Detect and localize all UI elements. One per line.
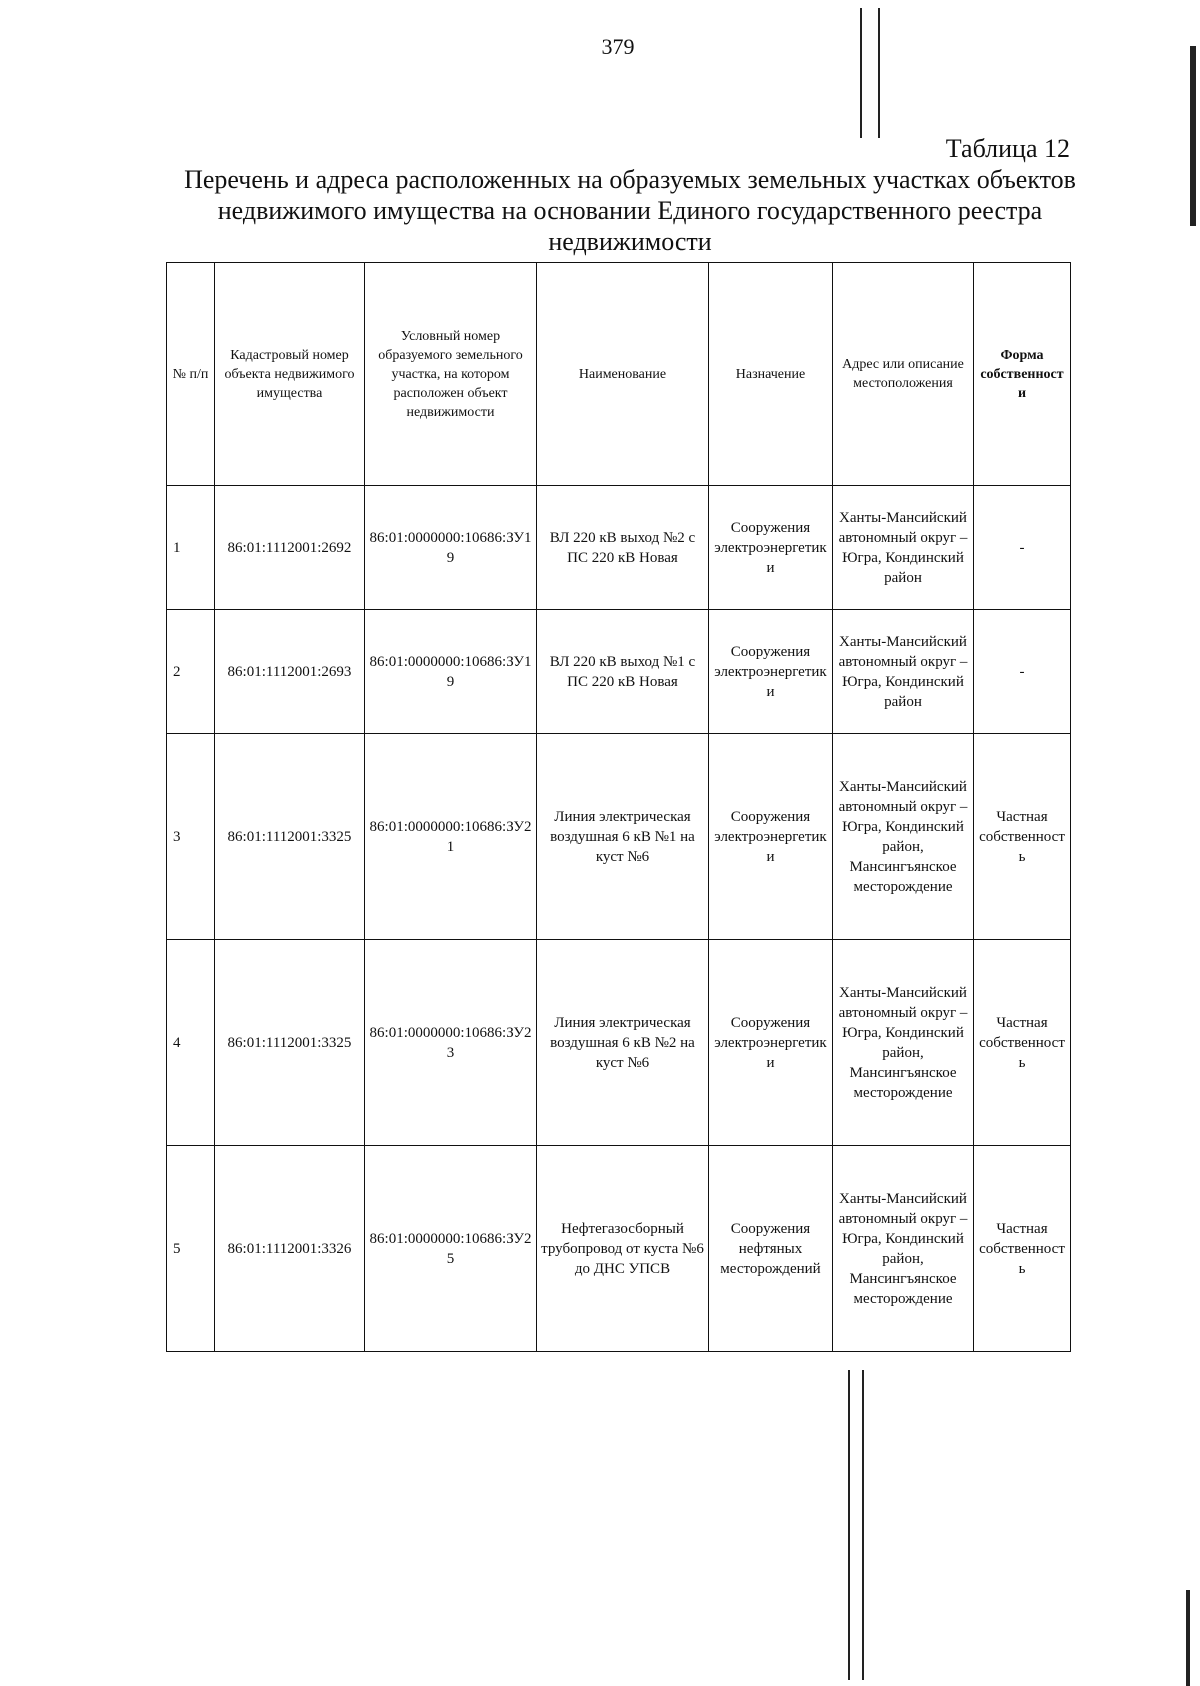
object-address: Ханты-Мансийский автономный округ – Югра, Кондинский район — [833, 486, 974, 610]
scan-edge-mark — [1190, 46, 1196, 226]
object-purpose: Сооружения электроэнергетики — [709, 610, 833, 734]
scan-edge-mark — [1186, 1590, 1190, 1686]
cadastral-number: 86:01:1112001:2693 — [215, 610, 365, 734]
cadastral-number: 86:01:1112001:3326 — [215, 1146, 365, 1352]
scan-edge-mark — [878, 8, 880, 138]
table-row — [167, 940, 1071, 1146]
object-purpose: Сооружения нефтяных месторождений — [709, 1146, 833, 1352]
ownership-form: Частная собственность — [974, 734, 1071, 940]
object-name: Линия электрическая воздушная 6 кВ №2 на куст №6 — [537, 940, 709, 1146]
conditional-number: 86:01:0000000:10686:ЗУ23 — [365, 940, 537, 1146]
row-number: 1 — [167, 486, 215, 610]
object-name: ВЛ 220 кВ выход №1 с ПС 220 кВ Новая — [537, 610, 709, 734]
header-name: Наименование — [537, 263, 709, 486]
table-row — [167, 486, 1071, 610]
ownership-form: Частная собственность — [974, 940, 1071, 1146]
conditional-number: 86:01:0000000:10686:ЗУ21 — [365, 734, 537, 940]
row-number: 2 — [167, 610, 215, 734]
table-row — [167, 734, 1071, 940]
ownership-form: Частная собственность — [974, 1146, 1071, 1352]
ownership-form: - — [974, 610, 1071, 734]
conditional-number: 86:01:0000000:10686:ЗУ19 — [365, 486, 537, 610]
conditional-number: 86:01:0000000:10686:ЗУ19 — [365, 610, 537, 734]
header-conditional-number: Условный номер образуемого земельного участка, на котором расположен объект недвижимости — [365, 263, 537, 486]
object-purpose: Сооружения электроэнергетики — [709, 940, 833, 1146]
page-number: 379 — [601, 34, 635, 59]
table-row — [167, 610, 1071, 734]
cadastral-number: 86:01:1112001:2692 — [215, 486, 365, 610]
real-estate-table — [166, 262, 1071, 1352]
ownership-form: - — [974, 486, 1071, 610]
object-name: Линия электрическая воздушная 6 кВ №1 на куст №6 — [537, 734, 709, 940]
object-address: Ханты-Мансийский автономный округ – Югра, Кондинский район, Мансингъянское месторождение — [833, 1146, 974, 1352]
header-cadastral-number: Кадастровый номер объекта недвижимого имущества — [215, 263, 365, 486]
object-address: Ханты-Мансийский автономный округ – Югра, Кондинский район, Мансингъянское месторождение — [833, 734, 974, 940]
scan-edge-mark — [862, 1370, 864, 1680]
object-address: Ханты-Мансийский автономный округ – Югра, Кондинский район — [833, 610, 974, 734]
table-label: Таблица 12 — [945, 134, 1070, 163]
object-address: Ханты-Мансийский автономный округ – Югра, Кондинский район, Мансингъянское месторождение — [833, 940, 974, 1146]
cadastral-number: 86:01:1112001:3325 — [215, 734, 365, 940]
document-title: Перечень и адреса расположенных на образуемых земельных участках объектов недвижимого имущества на основании Единого государственного реестра недвижимости — [184, 165, 1076, 256]
table-header-row — [167, 263, 1071, 486]
table-row — [167, 1146, 1071, 1352]
header-address: Адрес или описание местоположения — [833, 263, 974, 486]
scan-edge-mark — [860, 8, 862, 138]
object-purpose: Сооружения электроэнергетики — [709, 486, 833, 610]
header-purpose: Назначение — [709, 263, 833, 486]
cadastral-number: 86:01:1112001:3325 — [215, 940, 365, 1146]
header-ownership: Форма собственности — [974, 263, 1071, 486]
row-number: 5 — [167, 1146, 215, 1352]
header-number: № п/п — [167, 263, 215, 486]
object-name: Нефтегазосборный трубопровод от куста №6 до ДНС УПСВ — [537, 1146, 709, 1352]
row-number: 3 — [167, 734, 215, 940]
row-number: 4 — [167, 940, 215, 1146]
object-purpose: Сооружения электроэнергетики — [709, 734, 833, 940]
scan-edge-mark — [848, 1370, 850, 1680]
object-name: ВЛ 220 кВ выход №2 с ПС 220 кВ Новая — [537, 486, 709, 610]
conditional-number: 86:01:0000000:10686:ЗУ25 — [365, 1146, 537, 1352]
